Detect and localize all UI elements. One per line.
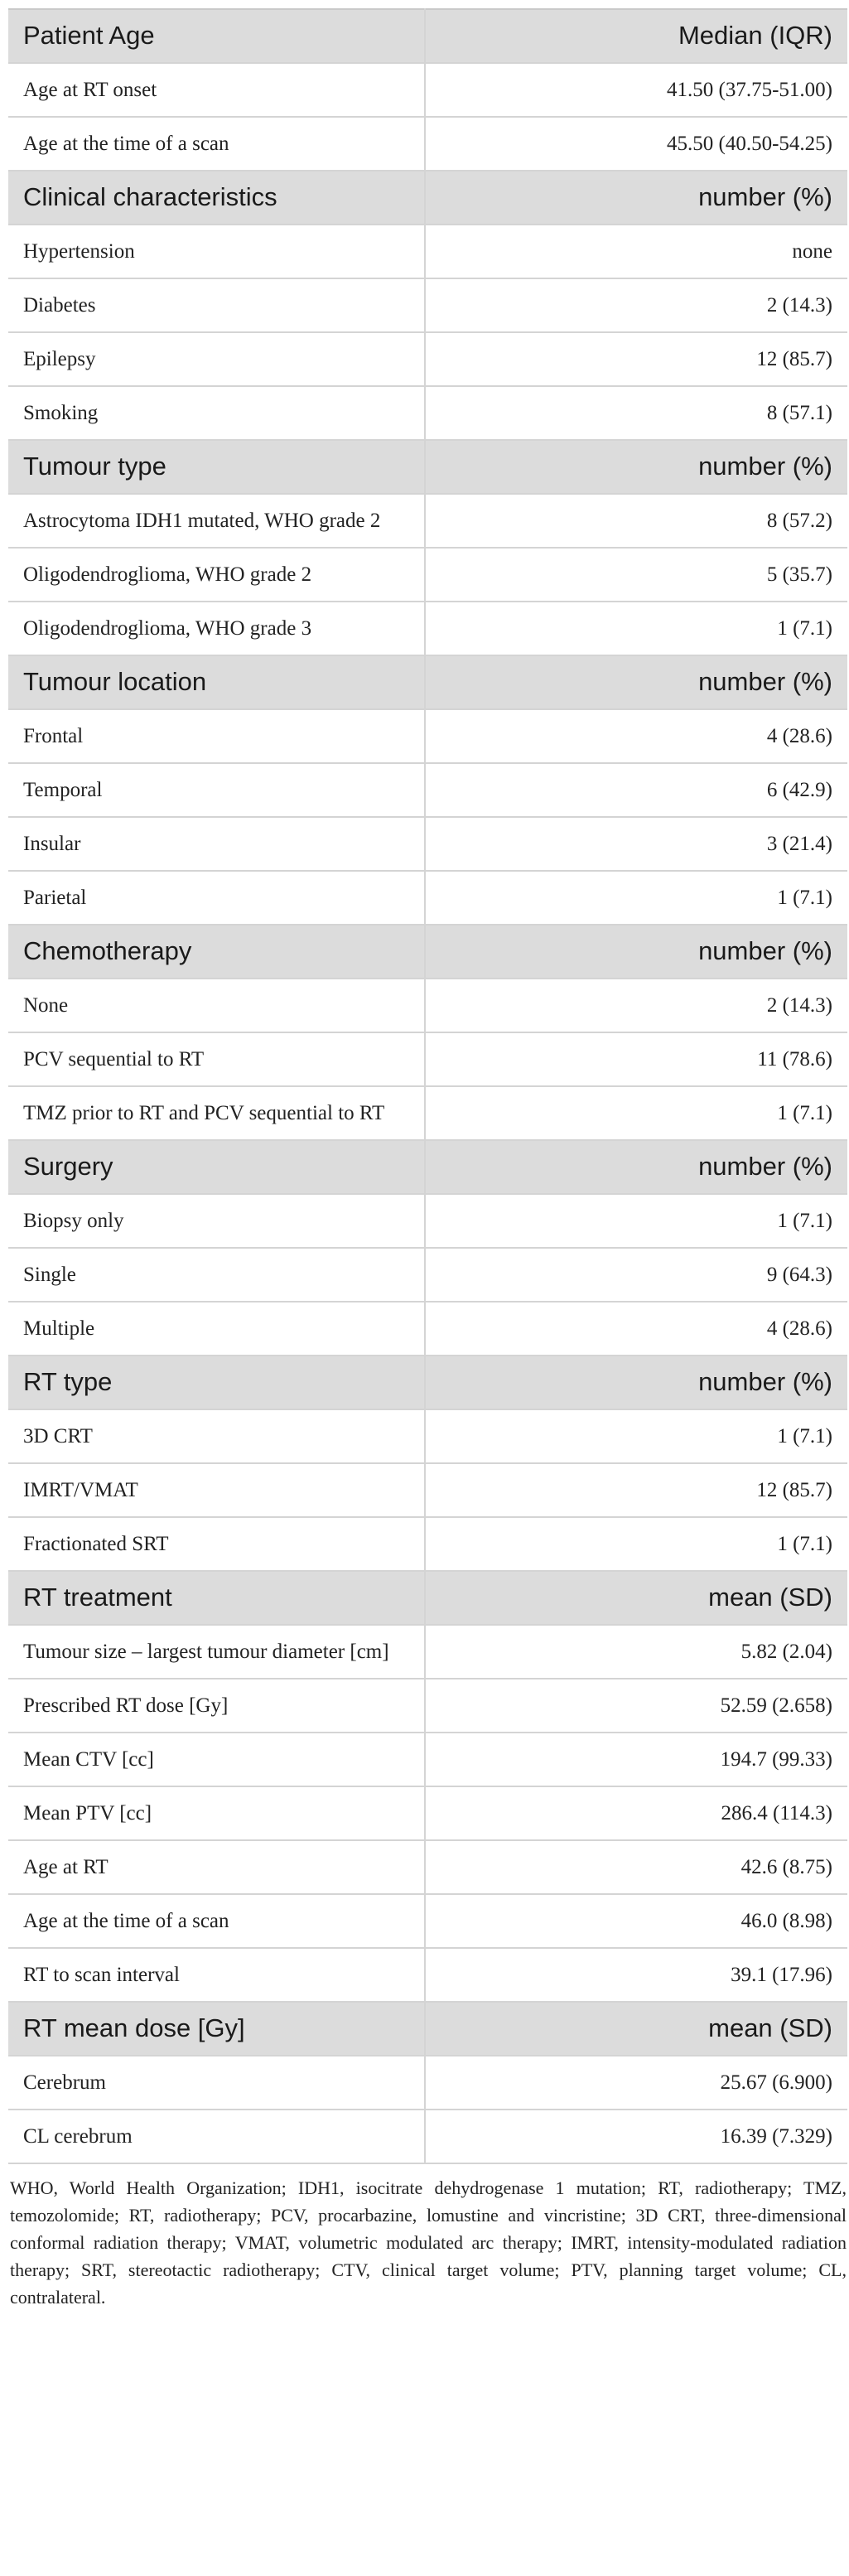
row-value: 46.0 (8.98): [425, 1894, 847, 1948]
row-label: Multiple: [8, 1302, 425, 1356]
section-statistic-label: number (%): [425, 1356, 847, 1409]
row-label: Age at the time of a scan: [8, 1894, 425, 1948]
table-row: [8, 979, 847, 1032]
section-title: RT type: [8, 1356, 425, 1409]
section-title: Patient Age: [8, 9, 425, 63]
row-value: 5.82 (2.04): [425, 1625, 847, 1679]
row-label: Age at RT: [8, 1840, 425, 1894]
row-label: Insular: [8, 817, 425, 871]
row-label: Fractionated SRT: [8, 1517, 425, 1571]
row-value: none: [425, 225, 847, 278]
row-value: 16.39 (7.329): [425, 2110, 847, 2163]
table-row: [8, 1194, 847, 1248]
table-row: [8, 1248, 847, 1302]
row-label: Hypertension: [8, 225, 425, 278]
table-row: [8, 1517, 847, 1571]
row-label: Smoking: [8, 386, 425, 440]
table-row: [8, 1302, 847, 1356]
row-value: 1 (7.1): [425, 602, 847, 655]
table-row: [8, 1733, 847, 1786]
row-label: Parietal: [8, 871, 425, 925]
table-row: [8, 1786, 847, 1840]
row-label: Age at the time of a scan: [8, 117, 425, 171]
row-label: PCV sequential to RT: [8, 1032, 425, 1086]
row-value: 1 (7.1): [425, 1194, 847, 1248]
table-row: [8, 709, 847, 763]
table-row: [8, 278, 847, 332]
row-value: 9 (64.3): [425, 1248, 847, 1302]
row-value: 52.59 (2.658): [425, 1679, 847, 1733]
row-value: 45.50 (40.50-54.25): [425, 117, 847, 171]
section-title: Surgery: [8, 1140, 425, 1194]
table-row: [8, 63, 847, 117]
table-row: [8, 2110, 847, 2163]
section-statistic-label: number (%): [425, 655, 847, 709]
section-header-row: [8, 925, 847, 979]
table-row: [8, 332, 847, 386]
row-value: 6 (42.9): [425, 763, 847, 817]
row-value: 8 (57.1): [425, 386, 847, 440]
row-label: 3D CRT: [8, 1409, 425, 1463]
row-label: Biopsy only: [8, 1194, 425, 1248]
section-title: Tumour type: [8, 440, 425, 494]
section-header-row: [8, 440, 847, 494]
section-header-row: [8, 1571, 847, 1625]
section-statistic-label: mean (SD): [425, 1571, 847, 1625]
row-value: 2 (14.3): [425, 278, 847, 332]
row-label: Tumour size – largest tumour diameter [cm]: [8, 1625, 425, 1679]
section-statistic-label: number (%): [425, 440, 847, 494]
row-label: Oligodendroglioma, WHO grade 3: [8, 602, 425, 655]
row-value: 12 (85.7): [425, 332, 847, 386]
table-wrapper: [8, 8, 847, 2311]
row-value: 4 (28.6): [425, 1302, 847, 1356]
table-row: [8, 225, 847, 278]
section-title: Chemotherapy: [8, 925, 425, 979]
table-row: [8, 548, 847, 602]
row-label: IMRT/VMAT: [8, 1463, 425, 1517]
table-row: [8, 1463, 847, 1517]
row-value: 1 (7.1): [425, 1086, 847, 1140]
row-value: 2 (14.3): [425, 979, 847, 1032]
patient-characteristics-table: [8, 8, 847, 2164]
row-value: 5 (35.7): [425, 548, 847, 602]
row-label: Temporal: [8, 763, 425, 817]
row-label: CL cerebrum: [8, 2110, 425, 2163]
row-label: Diabetes: [8, 278, 425, 332]
section-statistic-label: number (%): [425, 925, 847, 979]
table-row: [8, 494, 847, 548]
row-label: Prescribed RT dose [Gy]: [8, 1679, 425, 1733]
section-header-row: [8, 9, 847, 63]
row-label: Mean PTV [cc]: [8, 1786, 425, 1840]
row-label: None: [8, 979, 425, 1032]
section-title: RT mean dose [Gy]: [8, 2002, 425, 2056]
row-label: TMZ prior to RT and PCV sequential to RT: [8, 1086, 425, 1140]
row-value: 41.50 (37.75-51.00): [425, 63, 847, 117]
row-value: 4 (28.6): [425, 709, 847, 763]
table-row: [8, 1086, 847, 1140]
section-statistic-label: Median (IQR): [425, 9, 847, 63]
row-value: 11 (78.6): [425, 1032, 847, 1086]
table-row: [8, 117, 847, 171]
row-label: Mean CTV [cc]: [8, 1733, 425, 1786]
table-row: [8, 1948, 847, 2002]
row-label: Frontal: [8, 709, 425, 763]
row-label: Oligodendroglioma, WHO grade 2: [8, 548, 425, 602]
section-header-row: [8, 655, 847, 709]
row-label: Astrocytoma IDH1 mutated, WHO grade 2: [8, 494, 425, 548]
table-row: [8, 1032, 847, 1086]
section-header-row: [8, 1356, 847, 1409]
row-value: 194.7 (99.33): [425, 1733, 847, 1786]
table-row: [8, 817, 847, 871]
table-row: [8, 2056, 847, 2110]
row-value: 42.6 (8.75): [425, 1840, 847, 1894]
section-header-row: [8, 1140, 847, 1194]
table-footnote: WHO, World Health Organization; IDH1, isocitrate dehydrogenase 1 mutation; RT, radiotherapy; TMZ, temozolomide; RT, radiotherapy; PCV, procarbazine, lomustine and vincristine; 3D CRT, three-dimensional conformal radiation therapy; VMAT, volumetric modulated arc therapy; IMRT, intensity-modulated radiation therapy; SRT, stereotactic radiotherapy; CTV, clinical target volume; PTV, planning target volume; CL, contralateral.: [10, 2177, 847, 2308]
table-row: [8, 602, 847, 655]
row-value: 25.67 (6.900): [425, 2056, 847, 2110]
table-row: [8, 386, 847, 440]
row-value: 286.4 (114.3): [425, 1786, 847, 1840]
row-value: 1 (7.1): [425, 1517, 847, 1571]
table-row: [8, 871, 847, 925]
row-value: 8 (57.2): [425, 494, 847, 548]
table-row: [8, 1625, 847, 1679]
row-value: 39.1 (17.96): [425, 1948, 847, 2002]
table-row: [8, 1679, 847, 1733]
table-row: [8, 1409, 847, 1463]
section-header-row: [8, 2002, 847, 2056]
row-value: 3 (21.4): [425, 817, 847, 871]
section-title: RT treatment: [8, 1571, 425, 1625]
section-statistic-label: mean (SD): [425, 2002, 847, 2056]
row-label: Age at RT onset: [8, 63, 425, 117]
section-header-row: [8, 171, 847, 225]
table-row: [8, 763, 847, 817]
row-label: RT to scan interval: [8, 1948, 425, 2002]
row-value: 1 (7.1): [425, 871, 847, 925]
row-label: Epilepsy: [8, 332, 425, 386]
row-value: 1 (7.1): [425, 1409, 847, 1463]
section-statistic-label: number (%): [425, 171, 847, 225]
section-title: Clinical characteristics: [8, 171, 425, 225]
row-label: Cerebrum: [8, 2056, 425, 2110]
row-label: Single: [8, 1248, 425, 1302]
table-row: [8, 1840, 847, 1894]
section-statistic-label: number (%): [425, 1140, 847, 1194]
section-title: Tumour location: [8, 655, 425, 709]
table-row: [8, 1894, 847, 1948]
row-value: 12 (85.7): [425, 1463, 847, 1517]
